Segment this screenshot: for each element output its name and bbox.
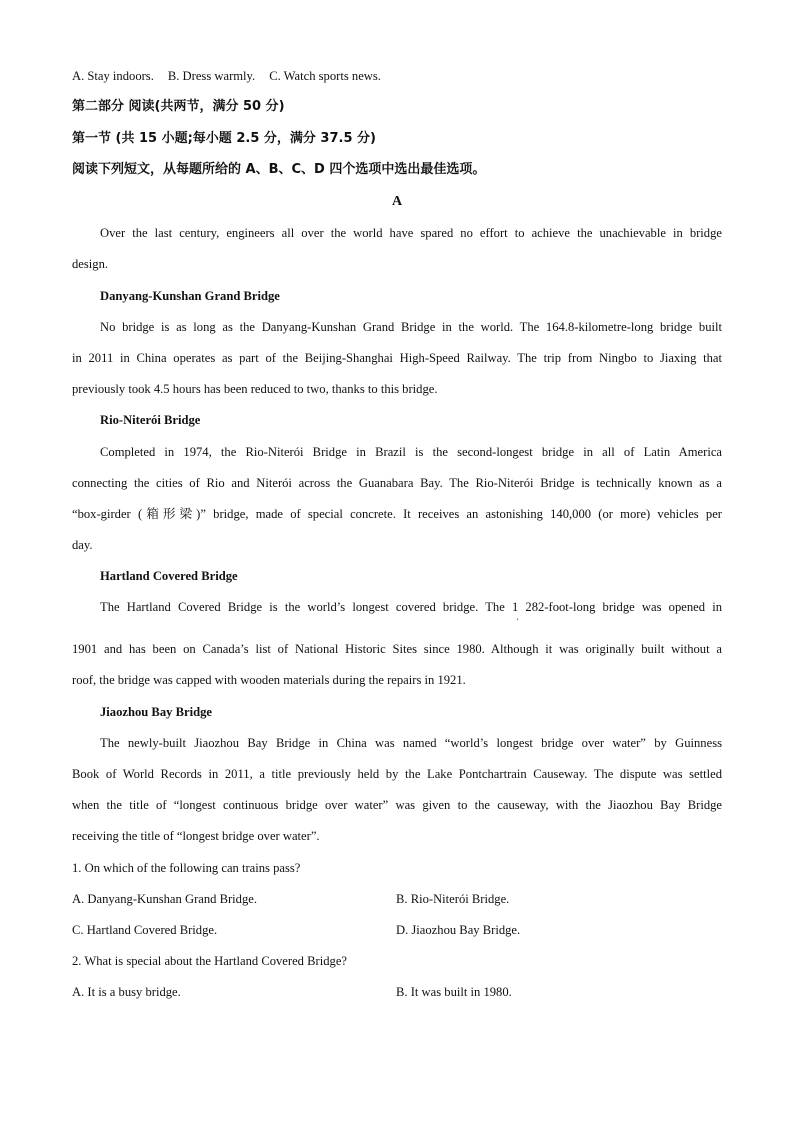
bridge-text-line: previously took 4.5 hours has been reduced to two, thanks to this bridge. [72, 382, 438, 396]
bridge-text-line: day. [72, 538, 93, 552]
bridge-text-line: when the title of “longest continuous bridge over water” was given to the causeway, with the Jiaozhou Bay Bridge [72, 798, 722, 812]
question-1-stem: 1. On which of the following can trains pass? [72, 861, 301, 875]
intro-line-1: Over the last century, engineers all over the world have spared no effort to achieve the unachievable in bridge [100, 226, 722, 240]
bridge-text-line: receiving the title of “longest bridge over water”. [72, 829, 320, 843]
bridge-text-line: The newly-built Jiaozhou Bay Bridge in China was named “world’s longest bridge over water” by Guinness [100, 736, 722, 750]
bridge-text-line: “box-girder (箱形梁)” bridge, made of special concrete. It receives an astonishing 140,000 (or more) vehicles per [72, 507, 722, 521]
bridge-name-jiaozhou: Jiaozhou Bay Bridge [100, 705, 212, 719]
bridge-name-hartland: Hartland Covered Bridge [100, 569, 238, 583]
question-2-stem: 2. What is special about the Hartland Covered Bridge? [72, 954, 347, 968]
bridge-text-line: The Hartland Covered Bridge is the world’s longest covered bridge. The 1 282-foot-long bridge was opened in [100, 600, 722, 614]
question-2-option-a: A. It is a busy bridge. [72, 985, 181, 999]
question-1-option-b: B. Rio-Niterói Bridge. [396, 892, 510, 906]
bridge-text-line: connecting the cities of Rio and Niterói across the Guanabara Bay. The Rio-Niterói Bridge is technically known as a [72, 476, 722, 490]
subsection-heading: 第一节 (共 15 小题;每小题 2.5 分，满分 37.5 分) [72, 131, 376, 146]
section-heading: 第二部分 阅读(共两节，满分 50 分) [72, 99, 285, 114]
prev-option-c: C. Watch sports news. [269, 69, 381, 83]
previous-question-options [72, 68, 722, 84]
prev-option-a: A. Stay indoors. [72, 69, 154, 83]
bridge-name-rio-niteroi: Rio-Niterói Bridge [100, 413, 201, 427]
bridge-text-line: roof, the bridge was capped with wooden materials during the repairs in 1921. [72, 673, 466, 687]
bridge-name-danyang: Danyang-Kunshan Grand Bridge [100, 289, 280, 303]
bridge-text-line: No bridge is as long as the Danyang-Kunshan Grand Bridge in the world. The 164.8-kilometre-long bridge built [100, 320, 722, 334]
question-2-option-b: B. It was built in 1980. [396, 985, 512, 999]
intro-line-2: design. [72, 257, 109, 271]
question-1-option-c: C. Hartland Covered Bridge. [72, 923, 218, 937]
question-1-option-a: A. Danyang-Kunshan Grand Bridge. [72, 892, 258, 906]
bridge-text-line: Completed in 1974, the Rio-Niterói Bridge in Brazil is the second-longest bridge in all of Latin America [100, 445, 722, 459]
bridge-text-line: 1901 and has been on Canada’s list of National Historic Sites since 1980. Although it was originally built without a [72, 642, 722, 656]
instruction-text: 阅读下列短文，从每题所给的 A、B、C、D 四个选项中选出最佳选项。 [72, 162, 486, 177]
prev-option-b: B. Dress warmly. [167, 69, 256, 83]
passage-label: A [391, 194, 403, 209]
stray-mark: ' [517, 617, 519, 626]
bridge-text-line: Book of World Records in 2011, a title previously held by the Lake Pontchartrain Causeway. The dispute was settled [72, 767, 722, 781]
bridge-text-line: in 2011 in China operates as part of the Beijing-Shanghai High-Speed Railway. The trip from Ningbo to Jiaxing that [72, 351, 722, 365]
question-1-option-d: D. Jiaozhou Bay Bridge. [396, 923, 521, 937]
